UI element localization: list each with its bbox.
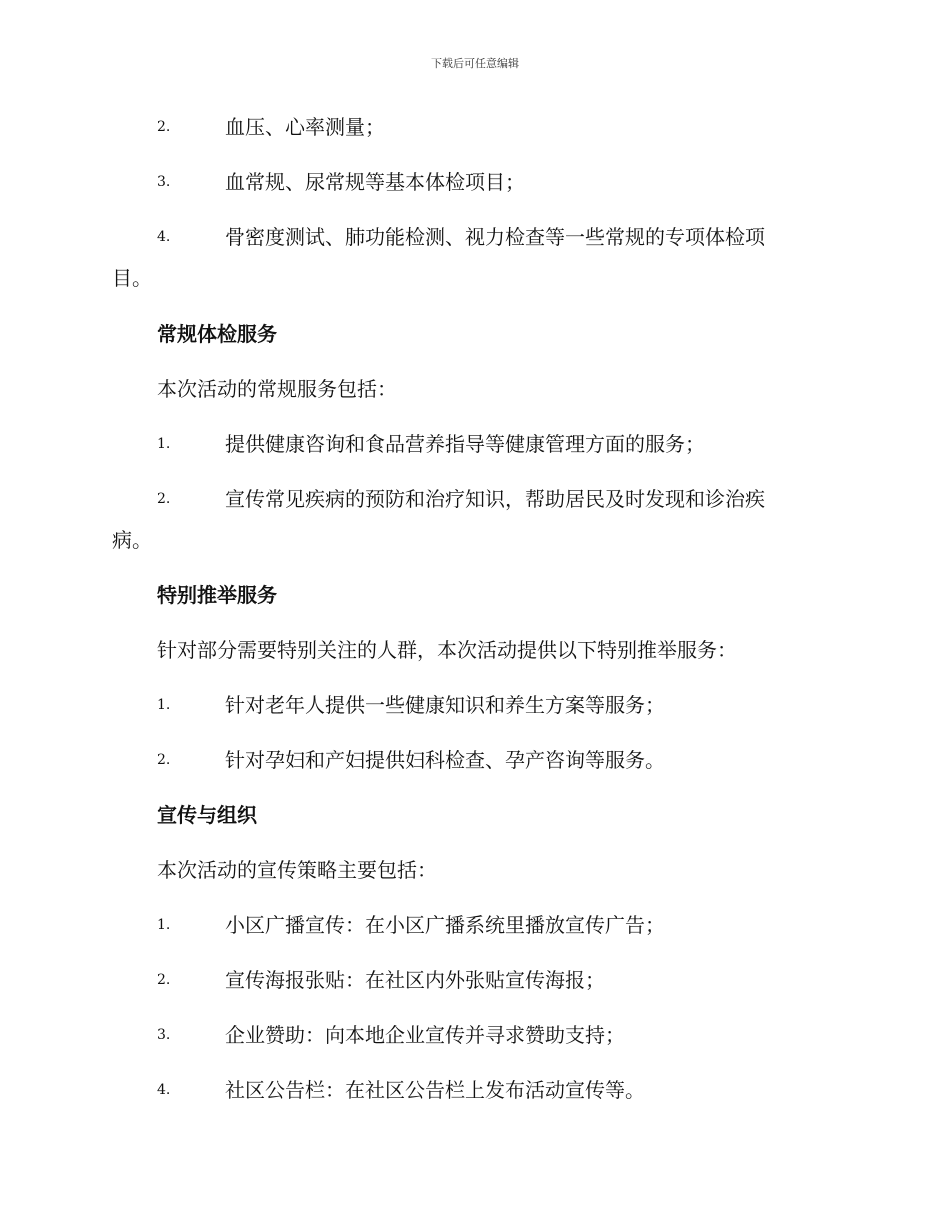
- list-text: 针对孕妇和产妇提供妇科检查、孕产咨询等服务。: [225, 748, 665, 772]
- list-text: 骨密度测试、肺功能检测、视力检查等一些常规的专项体检项: [225, 225, 765, 249]
- list-number: 2.: [157, 972, 171, 988]
- list-text-continuation: 病。: [112, 528, 152, 552]
- list-text: 宣传常见疾病的预防和治疗知识，帮助居民及时发现和诊治疾: [225, 487, 765, 511]
- list-number: 2.: [157, 491, 171, 507]
- document-page: 下载后可任意编辑 2. 血压、心率测量； 3. 血常规、尿常规等基本体检项目； 4. 骨密度测试、肺功能检测、视力检查等一些常规的专项体检项 目。 常规体检服务 本次活动的常规服务包括： 1. 提供健康咨询和食品营养指导等健康管理方面的服务； 2. 宣传常见疾病的预防和治疗知识，帮助居民及时发现和诊治疾 病。 特别推举服务 针对部分需要特别关注的人群，本次活动提供以下特别推举服务： 1. 针对老年人提供一些健康知识和养生方案等服务； 2. 针对孕妇和产妇提供妇科检查、孕产咨询等服务。 宣传与组织 本次活动的宣传策略主要包括： 1. 小区广播宣传：在小区广播系统里播放宣传广告； 2. 宣传海报张贴：在社区内外张贴宣传海报； 3. 企业赞助：向本地企业宣传并寻求赞助支持； 4. 社区公告栏：在社区公告栏上发布活动宣传等。: [0, 0, 950, 1230]
- list-number: 4.: [157, 229, 171, 245]
- list-text: 宣传海报张贴：在社区内外张贴宣传海报；: [225, 968, 605, 992]
- list-number: 3.: [157, 174, 171, 190]
- list-text-continuation: 目。: [112, 266, 152, 290]
- list-text: 提供健康咨询和食品营养指导等健康管理方面的服务；: [225, 432, 705, 456]
- list-number: 2.: [157, 752, 171, 768]
- list-text: 血常规、尿常规等基本体检项目；: [225, 170, 525, 194]
- page-header: 下载后可任意编辑: [431, 57, 519, 70]
- list-text: 血压、心率测量；: [225, 115, 385, 139]
- list-text: 企业赞助：向本地企业宣传并寻求赞助支持；: [225, 1023, 625, 1047]
- list-text: 针对老年人提供一些健康知识和养生方案等服务；: [225, 693, 665, 717]
- list-number: 3.: [157, 1027, 171, 1043]
- list-text: 小区广播宣传：在小区广播系统里播放宣传广告；: [225, 913, 665, 937]
- list-number: 4.: [157, 1082, 171, 1098]
- list-number: 1.: [157, 917, 171, 933]
- list-number: 2.: [157, 119, 171, 135]
- list-text: 社区公告栏：在社区公告栏上发布活动宣传等。: [225, 1078, 645, 1102]
- list-number: 1.: [157, 436, 171, 452]
- list-number: 1.: [157, 697, 171, 713]
